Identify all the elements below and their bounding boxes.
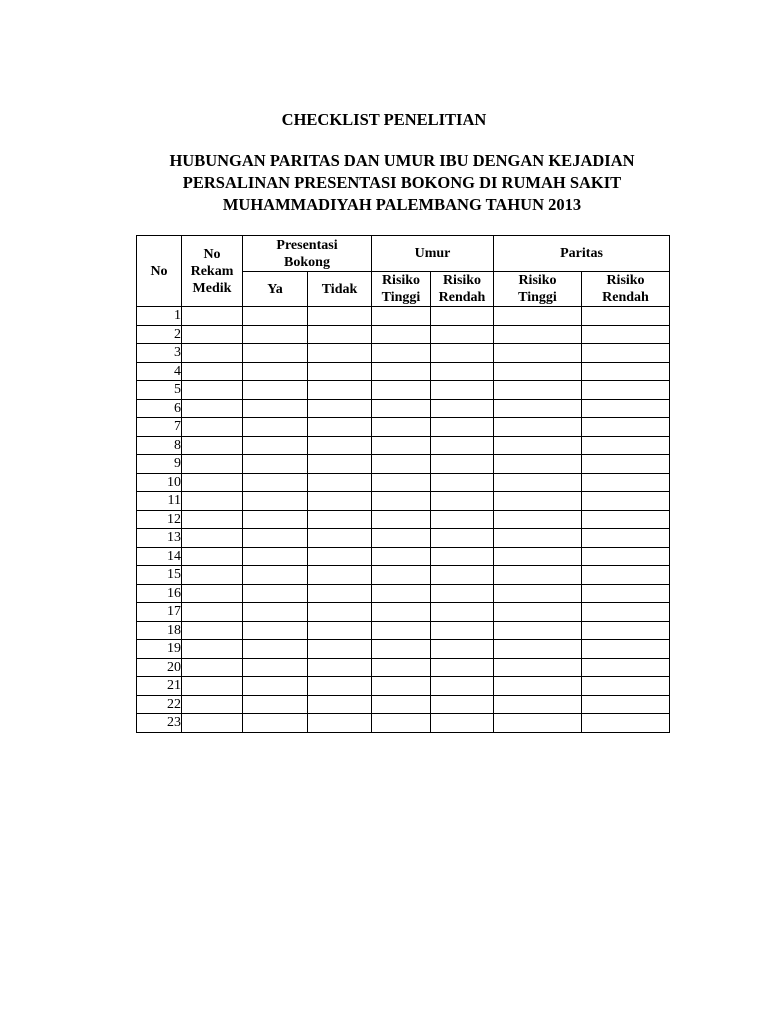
row-number: 14 — [137, 547, 182, 566]
table-row — [137, 399, 670, 418]
empty-cell[interactable] — [308, 436, 372, 455]
empty-cell[interactable] — [243, 362, 308, 381]
empty-cell[interactable] — [308, 399, 372, 418]
row-number: 10 — [137, 473, 182, 492]
empty-cell[interactable] — [431, 325, 494, 344]
empty-cell[interactable] — [308, 455, 372, 474]
empty-cell[interactable] — [431, 695, 494, 714]
empty-cell[interactable] — [372, 529, 431, 548]
empty-cell[interactable] — [431, 307, 494, 326]
row-number: 7 — [137, 418, 182, 437]
empty-cell[interactable] — [494, 362, 582, 381]
row-number: 9 — [137, 455, 182, 474]
empty-cell[interactable] — [243, 714, 308, 733]
empty-cell[interactable] — [182, 307, 243, 326]
row-number: 4 — [137, 362, 182, 381]
empty-cell[interactable] — [494, 566, 582, 585]
empty-cell[interactable] — [308, 492, 372, 511]
header-presentasi-line-1: Presentasi — [276, 237, 338, 253]
empty-cell[interactable] — [582, 695, 670, 714]
empty-cell[interactable] — [243, 547, 308, 566]
row-number: 18 — [137, 621, 182, 640]
empty-cell[interactable] — [243, 510, 308, 529]
table-row — [137, 325, 670, 344]
row-number: 23 — [137, 714, 182, 733]
empty-cell[interactable] — [431, 492, 494, 511]
empty-cell[interactable] — [182, 510, 243, 529]
empty-cell[interactable] — [431, 714, 494, 733]
empty-cell[interactable] — [494, 584, 582, 603]
empty-cell[interactable] — [372, 492, 431, 511]
empty-cell[interactable] — [182, 695, 243, 714]
table-row — [137, 640, 670, 659]
header-ya: Ya — [243, 272, 308, 307]
empty-cell[interactable] — [582, 473, 670, 492]
header-no: No — [137, 236, 182, 307]
header-rekam-medik-line-3: Medik — [192, 280, 232, 296]
empty-cell[interactable] — [431, 418, 494, 437]
row-number: 5 — [137, 381, 182, 400]
row-number: 17 — [137, 603, 182, 622]
empty-cell[interactable] — [243, 566, 308, 585]
empty-cell[interactable] — [431, 603, 494, 622]
empty-cell[interactable] — [494, 510, 582, 529]
empty-cell[interactable] — [582, 510, 670, 529]
row-number: 22 — [137, 695, 182, 714]
empty-cell[interactable] — [494, 418, 582, 437]
empty-cell[interactable] — [182, 473, 243, 492]
table-row — [137, 436, 670, 455]
header-rekam-medik-line-2: Rekam — [190, 263, 234, 279]
empty-cell[interactable] — [243, 307, 308, 326]
table-row — [137, 381, 670, 400]
header-paritas: Paritas — [494, 236, 670, 272]
empty-cell[interactable] — [308, 473, 372, 492]
empty-cell[interactable] — [308, 418, 372, 437]
empty-cell[interactable] — [494, 677, 582, 696]
empty-cell[interactable] — [431, 473, 494, 492]
table-row — [137, 603, 670, 622]
table-row — [137, 677, 670, 696]
table-row — [137, 455, 670, 474]
empty-cell[interactable] — [582, 362, 670, 381]
header-paritas-tinggi-line-2: Tinggi — [518, 290, 557, 305]
empty-cell[interactable] — [243, 381, 308, 400]
empty-cell[interactable] — [372, 362, 431, 381]
empty-cell[interactable] — [372, 418, 431, 437]
empty-cell[interactable] — [494, 307, 582, 326]
empty-cell[interactable] — [494, 344, 582, 363]
row-number: 8 — [137, 436, 182, 455]
empty-cell[interactable] — [308, 547, 372, 566]
empty-cell[interactable] — [182, 362, 243, 381]
empty-cell[interactable] — [372, 640, 431, 659]
header-umur-rendah-line-1: Risiko — [442, 273, 482, 288]
empty-cell[interactable] — [494, 492, 582, 511]
empty-cell[interactable] — [372, 603, 431, 622]
empty-cell[interactable] — [182, 418, 243, 437]
empty-cell[interactable] — [582, 381, 670, 400]
empty-cell[interactable] — [372, 547, 431, 566]
empty-cell[interactable] — [308, 714, 372, 733]
empty-cell[interactable] — [243, 695, 308, 714]
empty-cell[interactable] — [494, 455, 582, 474]
empty-cell[interactable] — [372, 307, 431, 326]
empty-cell[interactable] — [182, 603, 243, 622]
row-number: 15 — [137, 566, 182, 585]
table-row — [137, 510, 670, 529]
empty-cell[interactable] — [243, 325, 308, 344]
empty-cell[interactable] — [308, 566, 372, 585]
header-paritas-rendah-line-1: Risiko — [606, 273, 645, 288]
empty-cell[interactable] — [243, 399, 308, 418]
empty-cell[interactable] — [243, 584, 308, 603]
empty-cell[interactable] — [182, 344, 243, 363]
empty-cell[interactable] — [582, 307, 670, 326]
empty-cell[interactable] — [182, 547, 243, 566]
header-rekam-medik — [182, 236, 243, 307]
table-row — [137, 566, 670, 585]
empty-cell[interactable] — [431, 621, 494, 640]
empty-cell[interactable] — [243, 436, 308, 455]
empty-cell[interactable] — [582, 547, 670, 566]
row-number: 1 — [137, 307, 182, 326]
empty-cell[interactable] — [182, 658, 243, 677]
row-number: 11 — [137, 492, 182, 511]
empty-cell[interactable] — [372, 455, 431, 474]
table-row — [137, 307, 670, 326]
empty-cell[interactable] — [308, 603, 372, 622]
empty-cell[interactable] — [182, 640, 243, 659]
header-paritas-rendah-line-2: Rendah — [602, 290, 649, 305]
empty-cell[interactable] — [243, 658, 308, 677]
table-row — [137, 695, 670, 714]
header-rekam-medik-line-1: No — [203, 246, 221, 262]
empty-cell[interactable] — [308, 658, 372, 677]
empty-cell[interactable] — [582, 584, 670, 603]
empty-cell[interactable] — [308, 677, 372, 696]
empty-cell[interactable] — [372, 566, 431, 585]
empty-cell[interactable] — [372, 621, 431, 640]
empty-cell[interactable] — [243, 529, 308, 548]
row-number: 19 — [137, 640, 182, 659]
empty-cell[interactable] — [494, 325, 582, 344]
empty-cell[interactable] — [243, 344, 308, 363]
header-row-1 — [137, 236, 670, 272]
table-row — [137, 547, 670, 566]
header-presentasi-line-2: Bokong — [284, 254, 330, 270]
empty-cell[interactable] — [582, 677, 670, 696]
header-umur-risiko-tinggi — [372, 272, 431, 307]
empty-cell[interactable] — [582, 640, 670, 659]
empty-cell[interactable] — [308, 344, 372, 363]
empty-cell[interactable] — [243, 640, 308, 659]
empty-cell[interactable] — [182, 381, 243, 400]
empty-cell[interactable] — [431, 344, 494, 363]
empty-cell[interactable] — [494, 658, 582, 677]
empty-cell[interactable] — [494, 529, 582, 548]
empty-cell[interactable] — [182, 529, 243, 548]
empty-cell[interactable] — [182, 455, 243, 474]
empty-cell[interactable] — [243, 473, 308, 492]
empty-cell[interactable] — [182, 399, 243, 418]
document-title: CHECKLIST PENELITIAN — [281, 110, 487, 129]
empty-cell[interactable] — [372, 510, 431, 529]
empty-cell[interactable] — [372, 658, 431, 677]
empty-cell[interactable] — [431, 547, 494, 566]
empty-cell[interactable] — [308, 362, 372, 381]
empty-cell[interactable] — [308, 529, 372, 548]
empty-cell[interactable] — [582, 714, 670, 733]
header-umur: Umur — [372, 236, 494, 272]
table-row — [137, 492, 670, 511]
header-umur-rendah-line-2: Rendah — [438, 290, 486, 305]
empty-cell[interactable] — [372, 714, 431, 733]
empty-cell[interactable] — [582, 344, 670, 363]
empty-cell[interactable] — [372, 381, 431, 400]
empty-cell[interactable] — [182, 325, 243, 344]
empty-cell[interactable] — [243, 418, 308, 437]
header-paritas-risiko-rendah — [582, 272, 670, 307]
empty-cell[interactable] — [372, 325, 431, 344]
table-row — [137, 658, 670, 677]
empty-cell[interactable] — [243, 603, 308, 622]
empty-cell[interactable] — [582, 566, 670, 585]
document-subtitle — [0, 150, 768, 216]
empty-cell[interactable] — [431, 399, 494, 418]
empty-cell[interactable] — [308, 621, 372, 640]
empty-cell[interactable] — [431, 381, 494, 400]
empty-cell[interactable] — [308, 307, 372, 326]
table-row — [137, 344, 670, 363]
empty-cell[interactable] — [494, 603, 582, 622]
empty-cell[interactable] — [182, 677, 243, 696]
row-number: 21 — [137, 677, 182, 696]
empty-cell[interactable] — [582, 529, 670, 548]
empty-cell[interactable] — [582, 436, 670, 455]
header-umur-risiko-rendah — [431, 272, 494, 307]
subtitle-line-3: MUHAMMADIYAH PALEMBANG TAHUN 2013 — [222, 195, 582, 214]
empty-cell[interactable] — [372, 399, 431, 418]
empty-cell[interactable] — [431, 362, 494, 381]
empty-cell[interactable] — [494, 640, 582, 659]
table-row — [137, 584, 670, 603]
row-number: 16 — [137, 584, 182, 603]
empty-cell[interactable] — [431, 584, 494, 603]
empty-cell[interactable] — [582, 418, 670, 437]
empty-cell[interactable] — [182, 584, 243, 603]
table-body — [137, 307, 670, 733]
table-row — [137, 529, 670, 548]
empty-cell[interactable] — [372, 473, 431, 492]
row-number: 3 — [137, 344, 182, 363]
header-umur-tinggi-line-2: Tinggi — [381, 290, 421, 305]
empty-cell[interactable] — [582, 399, 670, 418]
empty-cell[interactable] — [431, 436, 494, 455]
empty-cell[interactable] — [182, 492, 243, 511]
table-row — [137, 714, 670, 733]
row-number: 13 — [137, 529, 182, 548]
empty-cell[interactable] — [582, 658, 670, 677]
header-presentasi-bokong — [243, 236, 372, 272]
subtitle-line-2: PERSALINAN PRESENTASI BOKONG DI RUMAH SAKIT — [182, 173, 622, 192]
empty-cell[interactable] — [494, 714, 582, 733]
empty-cell[interactable] — [372, 436, 431, 455]
row-number: 2 — [137, 325, 182, 344]
empty-cell[interactable] — [372, 344, 431, 363]
empty-cell[interactable] — [243, 621, 308, 640]
checklist-table — [136, 235, 670, 733]
table-row — [137, 621, 670, 640]
empty-cell[interactable] — [582, 603, 670, 622]
table-row — [137, 473, 670, 492]
empty-cell[interactable] — [582, 455, 670, 474]
empty-cell[interactable] — [308, 640, 372, 659]
empty-cell[interactable] — [494, 436, 582, 455]
empty-cell[interactable] — [243, 677, 308, 696]
empty-cell[interactable] — [243, 492, 308, 511]
empty-cell[interactable] — [182, 714, 243, 733]
empty-cell[interactable] — [494, 399, 582, 418]
empty-cell[interactable] — [494, 473, 582, 492]
empty-cell[interactable] — [431, 455, 494, 474]
empty-cell[interactable] — [494, 381, 582, 400]
empty-cell[interactable] — [431, 510, 494, 529]
empty-cell[interactable] — [431, 677, 494, 696]
empty-cell[interactable] — [308, 325, 372, 344]
empty-cell[interactable] — [182, 436, 243, 455]
header-umur-tinggi-line-1: Risiko — [381, 273, 421, 288]
empty-cell[interactable] — [308, 584, 372, 603]
header-tidak: Tidak — [308, 272, 372, 307]
table-row — [137, 362, 670, 381]
empty-cell[interactable] — [308, 695, 372, 714]
empty-cell[interactable] — [243, 455, 308, 474]
row-number: 20 — [137, 658, 182, 677]
subtitle-line-1: HUBUNGAN PARITAS DAN UMUR IBU DENGAN KEJADIAN — [169, 151, 635, 170]
empty-cell[interactable] — [431, 529, 494, 548]
empty-cell[interactable] — [582, 325, 670, 344]
empty-cell[interactable] — [582, 621, 670, 640]
header-paritas-risiko-tinggi — [494, 272, 582, 307]
empty-cell[interactable] — [582, 492, 670, 511]
empty-cell[interactable] — [308, 510, 372, 529]
row-number: 6 — [137, 399, 182, 418]
empty-cell[interactable] — [494, 695, 582, 714]
empty-cell[interactable] — [372, 695, 431, 714]
empty-cell[interactable] — [182, 621, 243, 640]
empty-cell[interactable] — [431, 566, 494, 585]
empty-cell[interactable] — [182, 566, 243, 585]
empty-cell[interactable] — [372, 677, 431, 696]
row-number: 12 — [137, 510, 182, 529]
empty-cell[interactable] — [431, 640, 494, 659]
empty-cell[interactable] — [431, 658, 494, 677]
empty-cell[interactable] — [372, 584, 431, 603]
header-paritas-tinggi-line-1: Risiko — [518, 273, 557, 288]
empty-cell[interactable] — [308, 381, 372, 400]
empty-cell[interactable] — [494, 621, 582, 640]
empty-cell[interactable] — [494, 547, 582, 566]
table-row — [137, 418, 670, 437]
